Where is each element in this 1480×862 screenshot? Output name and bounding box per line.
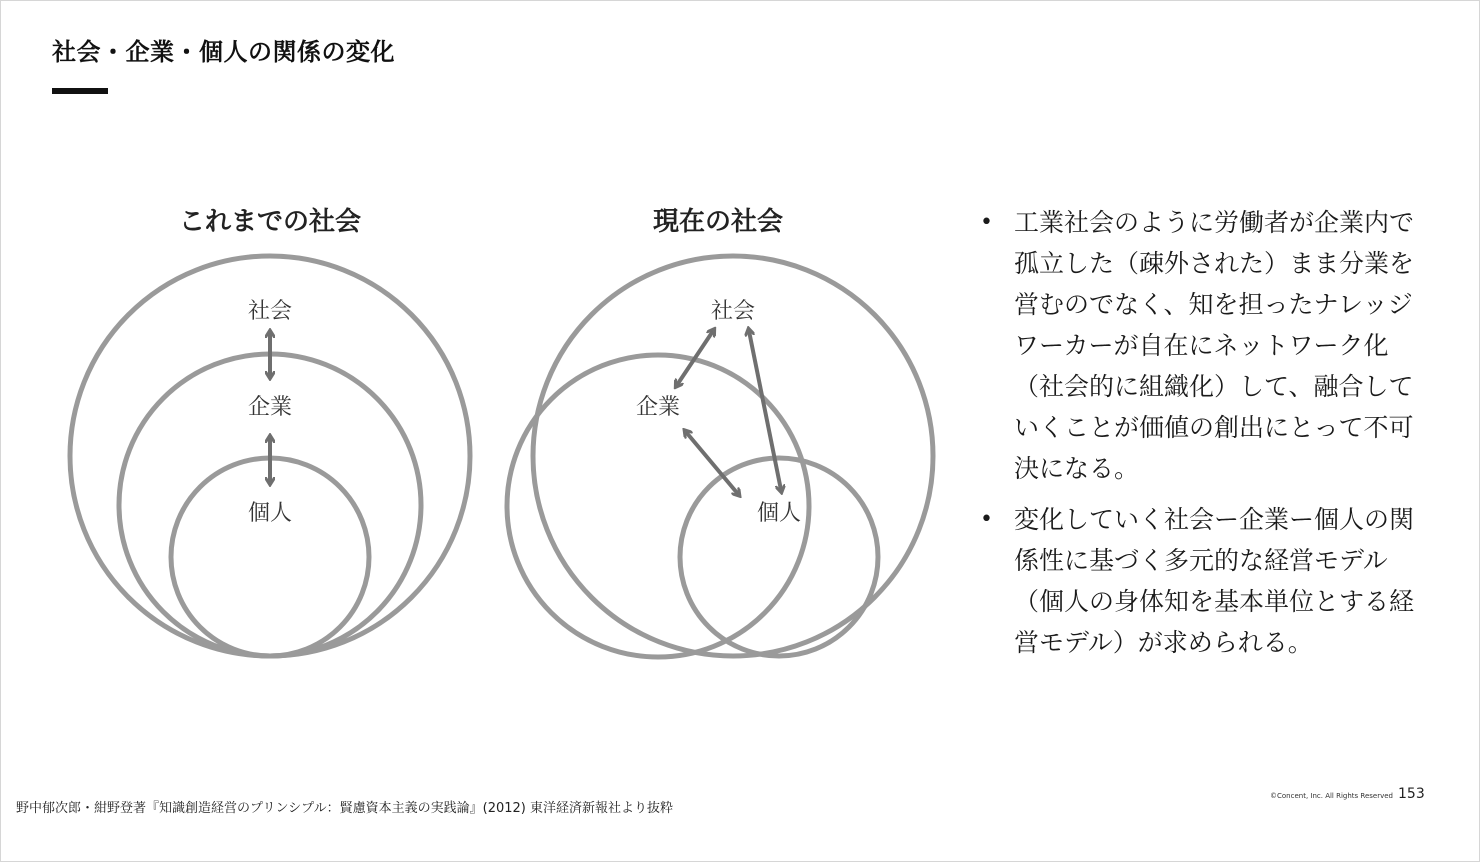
copyright-notice: ©Concent, Inc. All Rights Reserved <box>1270 792 1393 800</box>
label-society: 社会 <box>710 299 756 324</box>
label-company: 企業 <box>635 395 681 420</box>
bullet-text: 変化していく社会ー企業ー個人の関係性に基づく多元的な経営モデル（個人の身体知を基本単位とする経営モデル）が求められる。 <box>1014 505 1415 657</box>
page-number: 153 <box>1398 786 1425 802</box>
label-company: 企業 <box>247 395 293 420</box>
diagram-heading-past: これまでの社会 <box>178 207 362 237</box>
label-individual: 個人 <box>756 501 802 526</box>
bullet-item <box>980 202 1430 489</box>
diagram-heading-present: 現在の社会 <box>652 207 784 237</box>
bullet-dot-icon: • <box>980 507 993 532</box>
label-individual: 個人 <box>247 501 293 526</box>
bullet-text: 工業社会のように労働者が企業内で孤立した（疎外された）まま分業を営むのでなく、知を担ったナレッジワーカーが自在にネットワーク化（社会的に組織化）して、融合していくことが価値の創出にとって不可決になる。 <box>1014 208 1415 483</box>
slide-title: 社会・企業・個人の関係の変化 <box>52 38 395 66</box>
diagram-present-society <box>507 207 933 657</box>
bullet-item <box>980 499 1430 663</box>
label-society: 社会 <box>247 299 293 324</box>
source-citation: 野中郁次郎・紺野登著『知識創造経営のプリンシプル：賢慮資本主義の実践論』(2012) 東洋経済新報社より抜粋 <box>16 801 673 816</box>
bullet-dot-icon: • <box>980 210 993 235</box>
bullet-list <box>980 202 1430 673</box>
circle-individual <box>171 458 369 656</box>
diagram-past-society <box>70 207 470 656</box>
